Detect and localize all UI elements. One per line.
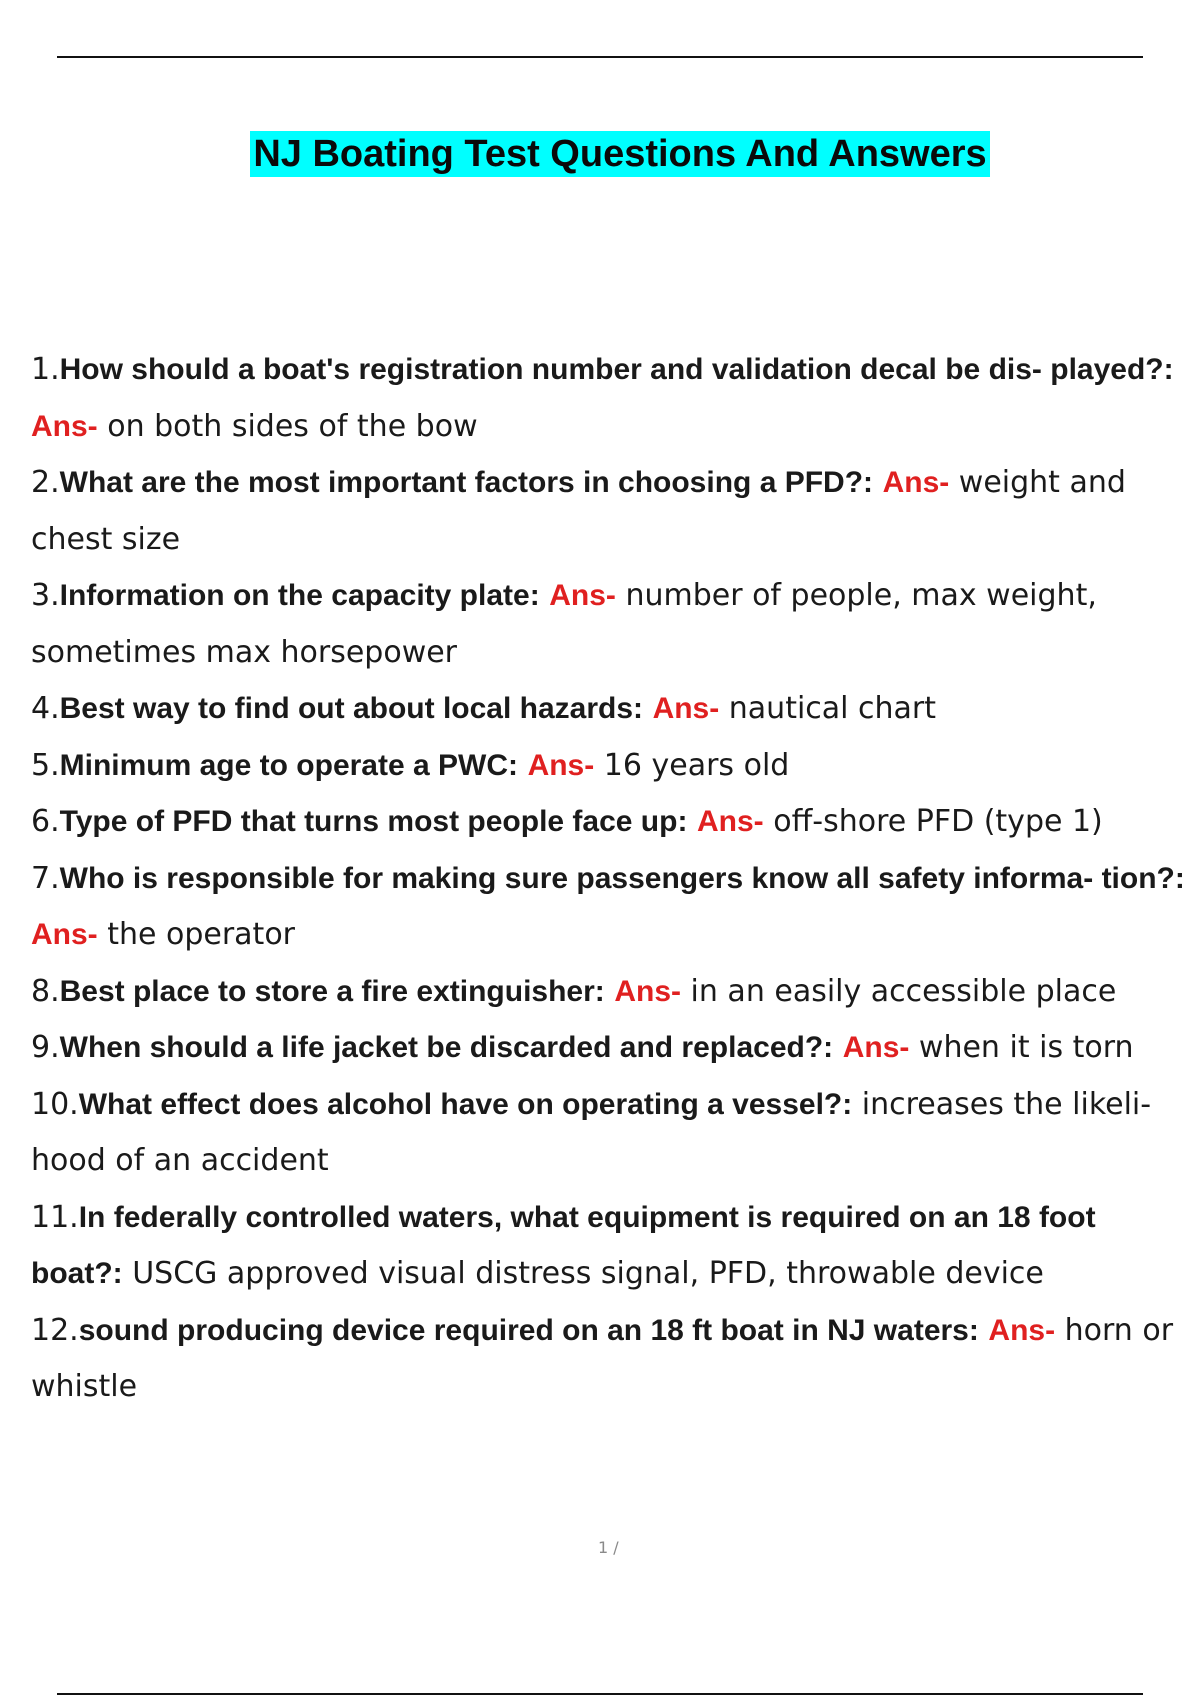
question-text: sound producing device required on an 18 ft boat in NJ waters: (78, 1313, 979, 1347)
answer-text: weight and chest size (31, 465, 1126, 557)
answer-text: increases the likeli- hood of an accident (31, 1086, 1152, 1178)
answer-text: nautical chart (728, 691, 937, 726)
question-text: When should a life jacket be discarded and replaced?: (59, 1031, 834, 1064)
answer-text: the operator (107, 917, 296, 952)
list-item (31, 738, 1191, 795)
answer-prefix: Ans- (988, 1313, 1056, 1347)
answer-prefix: Ans- (31, 409, 98, 443)
answer-prefix: Ans- (31, 918, 98, 951)
page-number: 1 / (598, 1538, 619, 1557)
question-number: 8. (31, 973, 60, 1009)
answer-prefix: Ans- (842, 1031, 910, 1064)
list-item (31, 1190, 1191, 1303)
list-item (31, 568, 1191, 681)
answer-prefix: Ans- (614, 974, 681, 1008)
answer-text: horn or whistle (31, 1312, 1174, 1404)
question-text: How should a boat's registration number and validation decal be dis- played?: (59, 353, 1174, 386)
answer-prefix: Ans- (549, 579, 616, 612)
answer-text: on both sides of the bow (107, 408, 478, 444)
question-number: 10. (31, 1086, 79, 1122)
bottom-rule (57, 1693, 1143, 1695)
question-number: 9. (31, 1030, 60, 1065)
answer-text: when it is torn (918, 1030, 1134, 1065)
answer-text: number of people, max weight, sometimes max horsepower (31, 578, 1097, 670)
title-container (0, 131, 1200, 177)
question-text: In federally controlled waters, what equipment is required on an 18 foot boat?: (31, 1200, 1096, 1290)
answer-text: off-shore PFD (type 1) (773, 804, 1103, 839)
answer-text: USCG approved visual distress signal, PFD, throwable device (132, 1256, 1044, 1291)
question-text: Information on the capacity plate: (59, 579, 540, 612)
list-item (31, 1077, 1191, 1190)
question-text: Who is responsible for making sure passengers know all safety informa- tion?: (59, 861, 1185, 895)
list-item (31, 455, 1191, 568)
list-item (31, 964, 1191, 1021)
list-item (31, 681, 1191, 738)
answer-prefix: Ans- (527, 748, 595, 782)
list-item (31, 851, 1191, 964)
list-item (31, 1303, 1191, 1416)
question-number: 12. (31, 1312, 79, 1348)
question-number: 2. (31, 465, 60, 500)
question-number: 4. (31, 691, 60, 726)
question-text: What are the most important factors in choosing a PFD?: (59, 466, 874, 499)
question-number: 5. (31, 747, 60, 783)
question-number: 7. (31, 860, 60, 896)
question-text: What effect does alcohol have on operating a vessel?: (78, 1087, 853, 1121)
question-text: Best way to find out about local hazards: (59, 692, 644, 725)
list-item (31, 1020, 1191, 1077)
question-list (31, 342, 1191, 1416)
answer-prefix: Ans- (652, 692, 720, 725)
question-text: Minimum age to operate a PWC: (59, 748, 519, 782)
question-text: Type of PFD that turns most people face up: (59, 805, 688, 838)
list-item (31, 794, 1191, 851)
top-rule (57, 56, 1143, 58)
page-title: NJ Boating Test Questions And Answers (250, 131, 989, 177)
question-number: 11. (31, 1199, 79, 1235)
answer-text: in an easily accessible place (690, 973, 1117, 1009)
list-item (31, 342, 1191, 455)
answer-prefix: Ans- (882, 466, 950, 499)
question-number: 1. (31, 352, 60, 387)
question-number: 3. (31, 578, 60, 613)
answer-prefix: Ans- (697, 805, 764, 838)
question-number: 6. (31, 804, 60, 839)
answer-text: 16 years old (603, 747, 790, 783)
question-text: Best place to store a fire extinguisher: (59, 974, 605, 1008)
